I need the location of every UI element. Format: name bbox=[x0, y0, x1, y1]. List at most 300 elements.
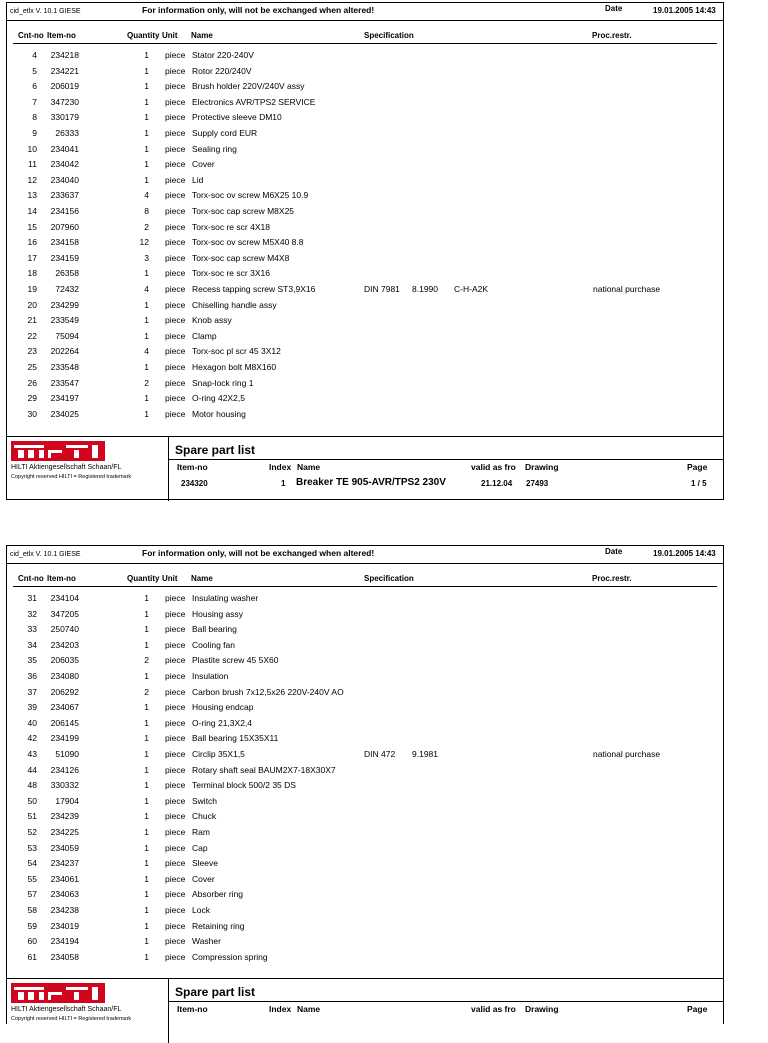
part-name-cell: Chiselling handle assy bbox=[192, 299, 277, 310]
table-row bbox=[7, 142, 723, 158]
quantity-cell: 1 bbox=[144, 330, 149, 341]
quantity-cell: 3 bbox=[144, 252, 149, 263]
unit-cell: piece bbox=[165, 143, 186, 154]
unit-cell: piece bbox=[165, 159, 186, 170]
parts-table-body bbox=[7, 591, 723, 971]
unit-cell: piece bbox=[165, 842, 186, 853]
quantity-cell: 1 bbox=[144, 159, 149, 170]
quantity-cell: 1 bbox=[144, 811, 149, 822]
table-row bbox=[7, 622, 723, 638]
quantity-cell: 4 bbox=[144, 190, 149, 201]
quantity-cell: 1 bbox=[144, 408, 149, 419]
table-row bbox=[7, 360, 723, 376]
software-version: cid_etlx V. 10.1 GIESE bbox=[10, 551, 81, 558]
footer-item-value: 234320 bbox=[181, 479, 208, 488]
part-name-cell: O-ring 42X2,5 bbox=[192, 393, 245, 404]
item-no-cell: 234042 bbox=[50, 159, 79, 170]
table-row bbox=[7, 872, 723, 888]
table-row bbox=[7, 856, 723, 872]
quantity-cell: 1 bbox=[144, 764, 149, 775]
part-name-cell: Housing endcap bbox=[192, 702, 254, 713]
item-no-cell: 234058 bbox=[50, 951, 79, 962]
quantity-cell: 12 bbox=[139, 237, 149, 248]
cnt-no-cell: 18 bbox=[27, 268, 37, 279]
part-name-cell: Plastite screw 45 5X60 bbox=[192, 655, 279, 666]
item-no-cell: 234061 bbox=[50, 873, 79, 884]
table-row bbox=[7, 685, 723, 701]
unit-cell: piece bbox=[165, 951, 186, 962]
quantity-cell: 1 bbox=[144, 268, 149, 279]
item-no-cell: 206145 bbox=[50, 717, 79, 728]
item-no-cell: 234203 bbox=[50, 639, 79, 650]
unit-cell: piece bbox=[165, 299, 186, 310]
item-no-cell: 250740 bbox=[50, 624, 79, 635]
cnt-no-cell: 16 bbox=[27, 237, 37, 248]
item-no-cell: 207960 bbox=[50, 221, 79, 232]
part-name-cell: Torx-soc ov screw M6X25 10.9 bbox=[192, 190, 309, 201]
unit-cell: piece bbox=[165, 112, 186, 123]
item-no-cell: 330332 bbox=[50, 780, 79, 791]
item-no-cell: 234221 bbox=[50, 65, 79, 76]
footer-item-label: Item-no bbox=[177, 462, 208, 472]
unit-cell: piece bbox=[165, 81, 186, 92]
col-item-no: Item-no bbox=[47, 574, 76, 583]
cnt-no-cell: 35 bbox=[27, 655, 37, 666]
date-value: 19.01.2005 14:43 bbox=[653, 549, 716, 558]
table-row bbox=[7, 638, 723, 654]
footer-index-value: 1 bbox=[281, 479, 286, 488]
part-name-cell: Ball bearing bbox=[192, 624, 237, 635]
quantity-cell: 1 bbox=[144, 593, 149, 603]
company-name: HILTI Aktiengesellschaft Schaan/FL bbox=[11, 464, 122, 471]
cnt-no-cell: 6 bbox=[32, 81, 37, 92]
item-no-cell: 233547 bbox=[50, 377, 79, 388]
quantity-cell: 1 bbox=[144, 858, 149, 869]
unit-cell: piece bbox=[165, 905, 186, 915]
col-name: Name bbox=[191, 574, 213, 583]
item-no-cell: 234025 bbox=[50, 408, 79, 419]
item-no-cell: 26358 bbox=[55, 268, 79, 279]
cnt-no-cell: 4 bbox=[32, 50, 37, 60]
quantity-cell: 8 bbox=[144, 206, 149, 216]
cnt-no-cell: 39 bbox=[27, 702, 37, 713]
table-row bbox=[7, 407, 723, 423]
cnt-no-cell: 57 bbox=[27, 889, 37, 900]
table-row bbox=[7, 157, 723, 173]
cnt-no-cell: 25 bbox=[27, 362, 37, 372]
specification-date-cell: 8.1990 bbox=[412, 284, 438, 294]
quantity-cell: 1 bbox=[144, 608, 149, 619]
quantity-cell: 1 bbox=[144, 81, 149, 92]
quantity-cell: 1 bbox=[144, 889, 149, 900]
proc-restr-cell: national purchase bbox=[593, 284, 661, 294]
cnt-no-cell: 34 bbox=[27, 639, 37, 650]
part-name-cell: Ram bbox=[192, 827, 210, 837]
hilti-logo bbox=[11, 441, 105, 461]
cnt-no-cell: 61 bbox=[27, 951, 37, 962]
item-no-cell: 234159 bbox=[50, 252, 79, 263]
table-row bbox=[7, 887, 723, 903]
item-no-cell: 234194 bbox=[50, 936, 79, 947]
item-no-cell: 234040 bbox=[50, 174, 79, 185]
quantity-cell: 1 bbox=[144, 315, 149, 326]
unit-cell: piece bbox=[165, 128, 186, 138]
table-row bbox=[7, 64, 723, 80]
item-no-cell: 234218 bbox=[50, 50, 79, 60]
item-no-cell: 26333 bbox=[55, 128, 79, 138]
part-name-cell: Knob assy bbox=[192, 315, 232, 326]
item-no-cell: 234104 bbox=[50, 593, 79, 603]
unit-cell: piece bbox=[165, 206, 186, 216]
cnt-no-cell: 15 bbox=[27, 221, 37, 232]
cnt-no-cell: 23 bbox=[27, 346, 37, 357]
part-name-cell: Cover bbox=[192, 873, 215, 884]
item-no-cell: 234126 bbox=[50, 764, 79, 775]
cnt-no-cell: 9 bbox=[32, 128, 37, 138]
cnt-no-cell: 11 bbox=[28, 159, 37, 170]
quantity-cell: 1 bbox=[144, 827, 149, 837]
part-name-cell: Sealing ring bbox=[192, 143, 237, 154]
column-header-row bbox=[13, 21, 717, 44]
unit-cell: piece bbox=[165, 780, 186, 791]
parts-sheet-page-1 bbox=[6, 2, 724, 500]
item-no-cell: 234197 bbox=[50, 393, 79, 404]
cnt-no-cell: 40 bbox=[27, 717, 37, 728]
quantity-cell: 1 bbox=[144, 702, 149, 713]
specification-cell: DIN 472 bbox=[364, 749, 396, 759]
part-name-cell: Electronics AVR/TPS2 SERVICE bbox=[192, 96, 316, 107]
quantity-cell: 2 bbox=[144, 686, 149, 697]
proc-restr-cell: national purchase bbox=[593, 749, 661, 759]
part-name-cell: Cover bbox=[192, 159, 215, 170]
quantity-cell: 1 bbox=[144, 362, 149, 372]
col-quantity: Quantity bbox=[127, 574, 160, 583]
table-row bbox=[7, 591, 723, 607]
unit-cell: piece bbox=[165, 608, 186, 619]
item-no-cell: 234199 bbox=[50, 733, 79, 744]
quantity-cell: 2 bbox=[144, 377, 149, 388]
cnt-no-cell: 60 bbox=[27, 936, 37, 947]
specification-material-cell: C-H-A2K bbox=[454, 284, 489, 294]
date-label: Date bbox=[605, 547, 623, 556]
cnt-no-cell: 7 bbox=[32, 96, 37, 107]
quantity-cell: 1 bbox=[144, 128, 149, 138]
unit-cell: piece bbox=[165, 764, 186, 775]
part-name-cell: Switch bbox=[192, 795, 218, 806]
copyright-note: Copyright reserved HILTI = Registered trademark bbox=[11, 1016, 132, 1022]
cnt-no-cell: 20 bbox=[27, 299, 37, 310]
footer-index-label: Index bbox=[269, 462, 292, 472]
table-row bbox=[7, 126, 723, 142]
unit-cell: piece bbox=[165, 393, 186, 404]
table-row bbox=[7, 266, 723, 282]
cnt-no-cell: 14 bbox=[27, 206, 37, 216]
cnt-no-cell: 44 bbox=[27, 764, 37, 775]
item-no-cell: 206035 bbox=[50, 655, 79, 666]
sheet-header bbox=[7, 546, 723, 564]
unit-cell: piece bbox=[165, 593, 186, 603]
cnt-no-cell: 21 bbox=[27, 315, 37, 326]
exchange-notice: For information only, will not be exchanged when altered! bbox=[142, 548, 375, 558]
unit-cell: piece bbox=[165, 639, 186, 650]
quantity-cell: 1 bbox=[144, 174, 149, 185]
table-row bbox=[7, 903, 723, 919]
cnt-no-cell: 32 bbox=[27, 608, 37, 619]
date-value: 19.01.2005 14:43 bbox=[653, 6, 716, 15]
quantity-cell: 1 bbox=[144, 65, 149, 76]
quantity-cell: 1 bbox=[144, 671, 149, 681]
part-name-cell: Cap bbox=[192, 842, 208, 853]
table-row bbox=[7, 716, 723, 732]
unit-cell: piece bbox=[165, 252, 186, 263]
quantity-cell: 1 bbox=[144, 920, 149, 931]
unit-cell: piece bbox=[165, 889, 186, 900]
quantity-cell: 4 bbox=[144, 346, 149, 357]
part-name-cell: Torx-soc pl scr 45 3X12 bbox=[192, 346, 281, 357]
cnt-no-cell: 54 bbox=[27, 858, 37, 869]
table-row bbox=[7, 344, 723, 360]
cnt-no-cell: 5 bbox=[32, 65, 37, 76]
cnt-no-cell: 26 bbox=[27, 377, 37, 388]
item-no-cell: 17904 bbox=[55, 795, 79, 806]
item-no-cell: 233548 bbox=[50, 362, 79, 372]
item-no-cell: 206292 bbox=[50, 686, 79, 697]
item-no-cell: 202264 bbox=[50, 346, 79, 357]
quantity-cell: 1 bbox=[144, 639, 149, 650]
item-no-cell: 330179 bbox=[50, 112, 79, 123]
item-no-cell: 206019 bbox=[50, 81, 79, 92]
unit-cell: piece bbox=[165, 795, 186, 806]
table-row bbox=[7, 763, 723, 779]
item-no-cell: 234041 bbox=[50, 143, 79, 154]
item-no-cell: 233637 bbox=[50, 190, 79, 201]
footer-name-value: Breaker TE 905-AVR/TPS2 230V bbox=[296, 477, 446, 488]
part-name-cell: Protective sleeve DM10 bbox=[192, 112, 282, 123]
part-name-cell: Rotor 220/240V bbox=[192, 65, 252, 76]
table-row bbox=[7, 919, 723, 935]
item-no-cell: 75094 bbox=[55, 330, 79, 341]
unit-cell: piece bbox=[165, 330, 186, 341]
table-row bbox=[7, 79, 723, 95]
parts-sheet-page-2 bbox=[6, 545, 724, 1024]
table-row bbox=[7, 376, 723, 392]
footer-item-label: Item-no bbox=[177, 1004, 208, 1014]
item-no-cell: 234225 bbox=[50, 827, 79, 837]
unit-cell: piece bbox=[165, 655, 186, 666]
part-name-cell: Torx-soc cap screw M4X8 bbox=[192, 252, 290, 263]
table-row bbox=[7, 731, 723, 747]
copyright-note: Copyright reserved HILTI = Registered trademark bbox=[11, 474, 132, 480]
footer-page-label: Page bbox=[687, 1004, 708, 1014]
unit-cell: piece bbox=[165, 237, 186, 248]
footer-page-label: Page bbox=[687, 462, 708, 472]
quantity-cell: 1 bbox=[144, 717, 149, 728]
item-no-cell: 347205 bbox=[50, 608, 79, 619]
part-name-cell: Sleeve bbox=[192, 858, 218, 869]
cnt-no-cell: 37 bbox=[27, 686, 37, 697]
footer-name-label: Name bbox=[297, 462, 321, 472]
item-no-cell: 234238 bbox=[50, 905, 79, 915]
item-no-cell: 233549 bbox=[50, 315, 79, 326]
unit-cell: piece bbox=[165, 377, 186, 388]
table-row bbox=[7, 188, 723, 204]
unit-cell: piece bbox=[165, 268, 186, 279]
part-name-cell: Terminal block 500/2 35 DS bbox=[192, 780, 296, 791]
table-row bbox=[7, 747, 723, 763]
cnt-no-cell: 33 bbox=[27, 624, 37, 635]
item-no-cell: 72432 bbox=[55, 284, 79, 294]
table-row bbox=[7, 282, 723, 298]
unit-cell: piece bbox=[165, 936, 186, 947]
unit-cell: piece bbox=[165, 190, 186, 201]
col-proc-restr: Proc.restr. bbox=[592, 574, 632, 583]
cnt-no-cell: 8 bbox=[32, 112, 37, 123]
table-row bbox=[7, 950, 723, 966]
col-cnt-no: Cnt-no bbox=[18, 574, 44, 583]
unit-cell: piece bbox=[165, 221, 186, 232]
part-name-cell: O-ring 21,3X2,4 bbox=[192, 717, 253, 728]
part-name-cell: Compression spring bbox=[192, 951, 268, 962]
unit-cell: piece bbox=[165, 362, 186, 372]
part-name-cell: Insulation bbox=[192, 671, 229, 681]
table-row bbox=[7, 841, 723, 857]
part-name-cell: Lid bbox=[192, 174, 204, 185]
item-no-cell: 347230 bbox=[50, 96, 79, 107]
part-name-cell: Ball bearing 15X35X11 bbox=[192, 733, 279, 744]
table-row bbox=[7, 110, 723, 126]
unit-cell: piece bbox=[165, 811, 186, 822]
cnt-no-cell: 48 bbox=[27, 780, 37, 791]
part-name-cell: Torx-soc re scr 4X18 bbox=[192, 221, 270, 232]
item-no-cell: 234237 bbox=[50, 858, 79, 869]
unit-cell: piece bbox=[165, 733, 186, 744]
hilti-logo bbox=[11, 983, 105, 1003]
part-name-cell: Supply cord EUR bbox=[192, 128, 258, 138]
cnt-no-cell: 51 bbox=[27, 811, 37, 822]
col-quantity: Quantity bbox=[127, 31, 160, 40]
cnt-no-cell: 36 bbox=[27, 671, 37, 681]
col-specification: Specification bbox=[364, 574, 414, 583]
specification-cell: DIN 7981 bbox=[364, 284, 400, 294]
cnt-no-cell: 22 bbox=[27, 330, 37, 341]
table-row bbox=[7, 251, 723, 267]
quantity-cell: 1 bbox=[144, 112, 149, 123]
cnt-no-cell: 58 bbox=[27, 905, 37, 915]
col-cnt-no: Cnt-no bbox=[18, 31, 44, 40]
unit-cell: piece bbox=[165, 408, 186, 419]
table-row bbox=[7, 48, 723, 64]
col-proc-restr: Proc.restr. bbox=[592, 31, 632, 40]
table-row bbox=[7, 329, 723, 345]
table-row bbox=[7, 607, 723, 623]
unit-cell: piece bbox=[165, 284, 186, 294]
date-label: Date bbox=[605, 4, 623, 13]
part-name-cell: Lock bbox=[192, 905, 210, 915]
cnt-no-cell: 42 bbox=[27, 733, 37, 744]
unit-cell: piece bbox=[165, 346, 186, 357]
item-no-cell: 234080 bbox=[50, 671, 79, 681]
software-version: cid_etlx V. 10.1 GIESE bbox=[10, 8, 81, 15]
quantity-cell: 1 bbox=[144, 624, 149, 635]
part-name-cell: Rotary shaft seal BAUM2X7-18X30X7 bbox=[192, 764, 336, 775]
table-row bbox=[7, 669, 723, 685]
table-row bbox=[7, 313, 723, 329]
quantity-cell: 1 bbox=[144, 780, 149, 791]
part-name-cell: Clamp bbox=[192, 330, 217, 341]
cnt-no-cell: 50 bbox=[27, 795, 37, 806]
unit-cell: piece bbox=[165, 827, 186, 837]
document-title: Spare part list bbox=[175, 985, 256, 999]
table-row bbox=[7, 794, 723, 810]
unit-cell: piece bbox=[165, 702, 186, 713]
cnt-no-cell: 19 bbox=[27, 284, 37, 294]
unit-cell: piece bbox=[165, 96, 186, 107]
quantity-cell: 1 bbox=[144, 50, 149, 60]
part-name-cell: Insulating washer bbox=[192, 593, 259, 603]
part-name-cell: Snap-lock ring 1 bbox=[192, 377, 254, 388]
table-row bbox=[7, 809, 723, 825]
quantity-cell: 2 bbox=[144, 655, 149, 666]
company-name: HILTI Aktiengesellschaft Schaan/FL bbox=[11, 1006, 122, 1013]
table-row bbox=[7, 653, 723, 669]
quantity-cell: 1 bbox=[144, 795, 149, 806]
unit-cell: piece bbox=[165, 50, 186, 60]
part-name-cell: Motor housing bbox=[192, 408, 246, 419]
cnt-no-cell: 12 bbox=[27, 174, 37, 185]
col-unit: Unit bbox=[162, 574, 178, 583]
table-row bbox=[7, 298, 723, 314]
footer-drawing-label: Drawing bbox=[525, 462, 559, 472]
part-name-cell: Cooling fan bbox=[192, 639, 236, 650]
col-item-no: Item-no bbox=[47, 31, 76, 40]
sheet-footer bbox=[7, 436, 723, 501]
table-row bbox=[7, 700, 723, 716]
col-unit: Unit bbox=[162, 31, 178, 40]
table-row bbox=[7, 778, 723, 794]
part-name-cell: Torx-soc re scr 3X16 bbox=[192, 268, 270, 279]
table-row bbox=[7, 95, 723, 111]
part-name-cell: Absorber ring bbox=[192, 889, 244, 900]
sheet-header bbox=[7, 3, 723, 21]
part-name-cell: Housing assy bbox=[192, 608, 244, 619]
unit-cell: piece bbox=[165, 671, 186, 681]
quantity-cell: 1 bbox=[144, 842, 149, 853]
document-title: Spare part list bbox=[175, 443, 256, 457]
cnt-no-cell: 55 bbox=[27, 873, 37, 884]
item-no-cell: 234019 bbox=[50, 920, 79, 931]
table-row bbox=[7, 934, 723, 950]
col-name: Name bbox=[191, 31, 213, 40]
table-row bbox=[7, 204, 723, 220]
part-name-cell: Recess tapping screw ST3,9X16 bbox=[192, 284, 316, 294]
table-row bbox=[7, 825, 723, 841]
item-no-cell: 234156 bbox=[50, 206, 79, 216]
table-row bbox=[7, 220, 723, 236]
part-name-cell: Stator 220-240V bbox=[192, 50, 254, 60]
item-no-cell: 234067 bbox=[50, 702, 79, 713]
table-row bbox=[7, 235, 723, 251]
part-name-cell: Brush holder 220V/240V assy bbox=[192, 81, 305, 92]
unit-cell: piece bbox=[165, 920, 186, 931]
item-no-cell: 234239 bbox=[50, 811, 79, 822]
item-no-cell: 234063 bbox=[50, 889, 79, 900]
col-specification: Specification bbox=[364, 31, 414, 40]
unit-cell: piece bbox=[165, 315, 186, 326]
unit-cell: piece bbox=[165, 717, 186, 728]
part-name-cell: Retaining ring bbox=[192, 920, 245, 931]
quantity-cell: 1 bbox=[144, 143, 149, 154]
part-name-cell: Carbon brush 7x12,5x26 220V-240V AO bbox=[192, 686, 344, 697]
